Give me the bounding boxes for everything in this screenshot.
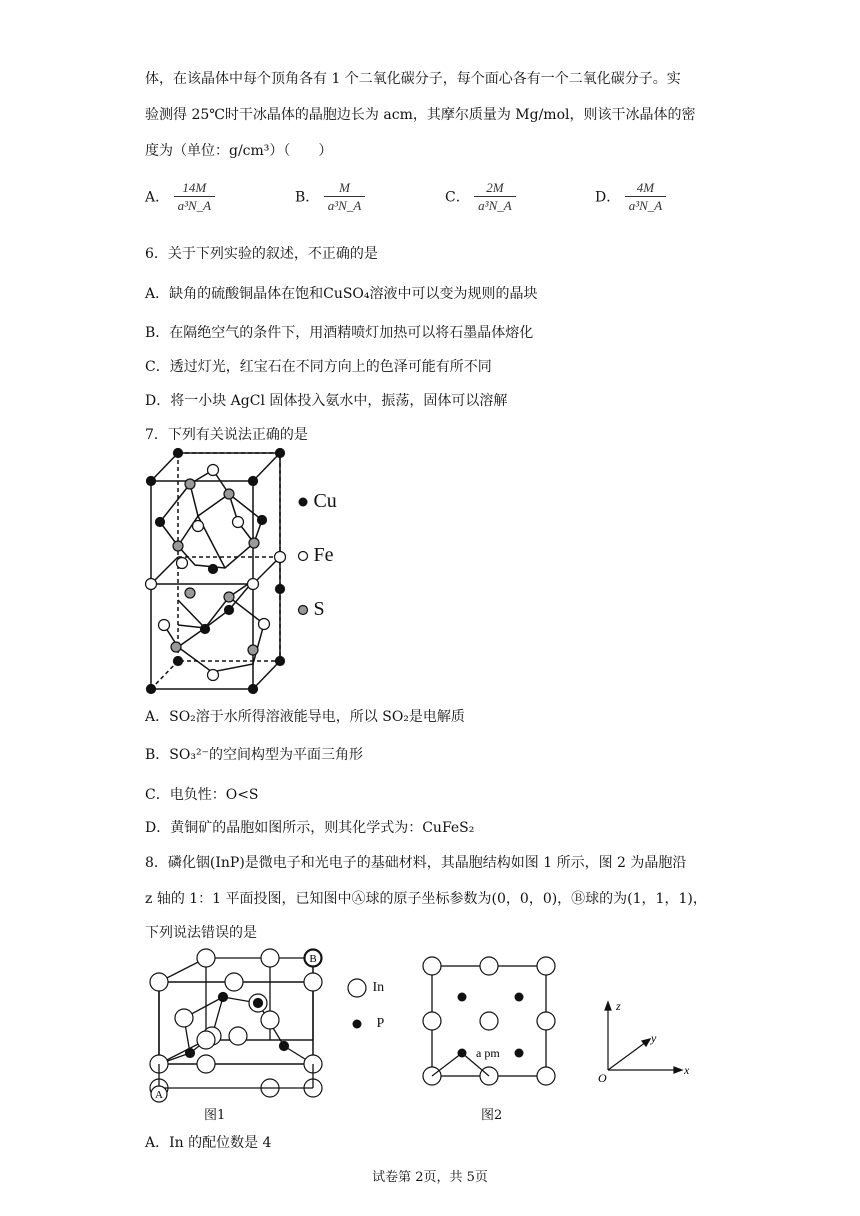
q8-stem-line-3: 下列说法错误的是 [145,925,257,941]
q8-option-a: A．In 的配位数是 4 [145,1135,272,1151]
inp-projection-figure-2 [415,955,565,1090]
legend-in: In [346,977,384,999]
q7-option-d: D．黄铜矿的晶胞如图所示，则其化学式为：CuFeS₂ [145,820,475,836]
legend-fe: Fe [297,544,333,567]
q6-option-c: C．透过灯光，红宝石在不同方向上的色泽可能有所不同 [145,359,492,375]
intro-line-1: 体，在该晶体中每个顶角各有 1 个二氧化碳分子，每个面心各有一个二氧化碳分子。实 [145,71,681,87]
open-circle-icon [346,977,368,999]
q6-option-a: A．缺角的硫酸铜晶体在饱和CuSO₄溶液中可以变为规则的晶块 [145,286,538,302]
fig1-caption: 图1 [204,1108,226,1123]
fraction: $\frac{4M}{\text{a³N\_A}}$ [625,180,667,215]
intro-line-2: 验测得 25℃时干冰晶体的晶胞边长为 acm，其摩尔质量为 Mg/mol，则该干冰晶体的密 [145,107,696,123]
gray-dot-icon [297,604,309,616]
axis-x-label: x [684,1063,690,1077]
q5-option-b: B． $\frac{M}{\text{a³N\_A}}$ [295,180,365,215]
q6-option-d: D．将一小块 AgCl 固体投入氨水中，振荡，固体可以溶解 [145,393,508,409]
legend-s: S [297,598,325,621]
q7-option-c: C．电负性：O<S [145,787,259,803]
q7-option-a: A．SO₂溶于水所得溶液能导电，所以 SO₂是电解质 [145,709,465,725]
chalcopyrite-cell-figure [140,445,370,695]
q7-option-b: B．SO₃²⁻的空间构型为平面三角形 [145,747,363,763]
axis-z-label: z [616,999,621,1013]
page-footer: 试卷第 2页，共 5页 [372,1170,488,1185]
q7-stem: 7．下列有关说法正确的是 [145,427,308,443]
inp-cell-figure-1 [140,945,340,1130]
fraction: $\frac{14M}{\text{a³N\_A}}$ [174,180,216,215]
intro-line-3: 度为（单位：g/cm³）（ ） [145,143,333,159]
q5-option-c: C． $\frac{2M}{\text{a³N\_A}}$ [445,180,516,215]
black-dot-icon [297,496,309,508]
q6-option-b: B．在隔绝空气的条件下，用酒精喷灯加热可以将石墨晶体熔化 [145,325,534,341]
q6-stem: 6．关于下列实验的叙述，不正确的是 [145,246,378,262]
fraction: $\frac{2M}{\text{a³N\_A}}$ [474,180,516,215]
q5-option-a: A． $\frac{14M}{\text{a³N\_A}}$ [145,180,215,215]
q8-stem-line-1: 8．磷化铟(InP)是微电子和光电子的基础材料，其晶胞结构如图 1 所示，图 2 为晶胞沿 [145,855,687,871]
xyz-axes-figure [595,998,695,1083]
white-dot-icon [297,550,309,562]
fig2-a-pm-label: a pm [476,1046,500,1060]
ball-b-label: B [309,953,317,965]
fig2-caption: 图2 [481,1108,503,1123]
axis-origin-label: O [598,1071,607,1083]
q5-option-d: D． $\frac{4M}{\text{a³N\_A}}$ [595,180,666,215]
filled-dot-icon [350,1017,364,1031]
axis-y-label: y [651,1031,657,1045]
legend-cu: Cu [297,490,337,513]
q8-stem-line-2: z 轴的 1：1 平面投图，已知图中Ⓐ球的原子坐标参数为(0，0，0)，Ⓑ球的为(1，1，1)， [145,891,707,907]
legend-p: P [350,1016,384,1032]
fraction: $\frac{M}{\text{a³N\_A}}$ [324,180,366,215]
ball-a-label: A [155,1089,163,1101]
